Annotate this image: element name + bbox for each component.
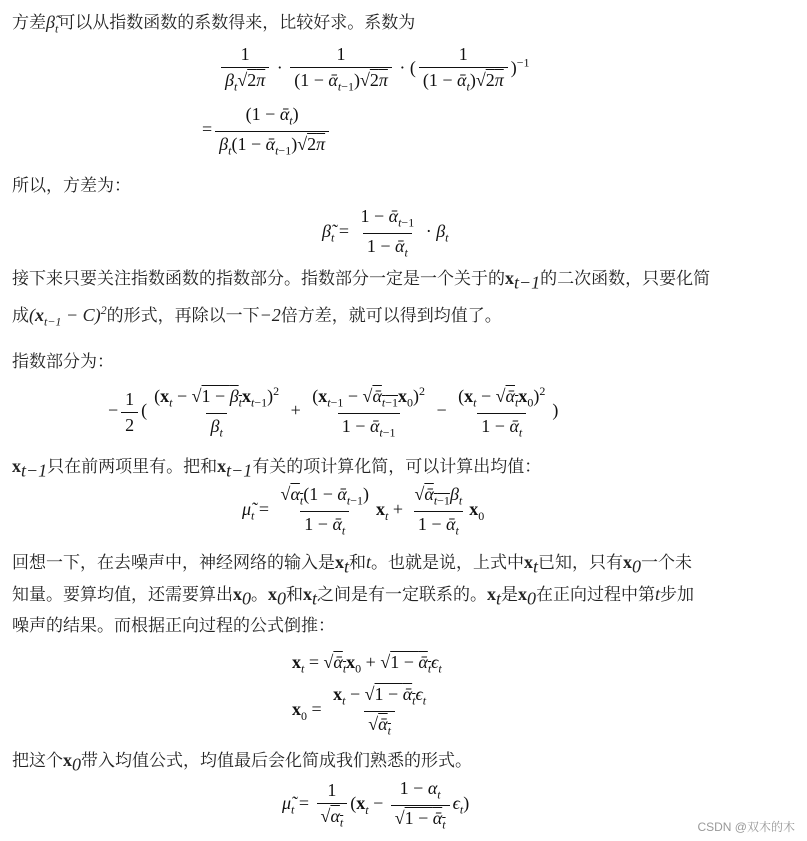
equation-x0: $x_0$ = $\frac{x_t - √1 - ᾱ_t\epsilon_t}{√ᾱ_t}$ [292,684,427,738]
equation-variance: $\betã_t$ = $\frac{1 - ᾱ_{t-1}}{1 - ᾱ_t}$ · $\beta_t$ [322,206,449,260]
para-8: 知量。要算均值，还需要算出$x_0$。$x_0$和$x_t$之间是有一定联系的。$x_t$是$x_0$在正向过程中第t步加 [12,584,695,609]
equation-exponent: − $\frac{1}{2}$ ( $\frac{(x_t - √1 - \beta_tx_{t-1})^2}{\beta_t}$ + $\frac{(x_{t-1} - √ᾱ_{t-1}x_0)^2}{1 - ᾱ_{t-1}}$ − $\frac{(x_t - √ᾱ_tx_0)^2}{1 - ᾱ_t}$ ) [108,384,559,440]
equation-xt: $x_t$ = $√ᾱ_tx_0 + √1$ − $ᾱ_t\epsilon_t$ [292,652,442,676]
para-7: 回想一下，在去噪声中，神经网络的输入是$x_t$和t。也就是说，上式中$x_t$已知，只有$x_0$一个未 [12,552,693,577]
para-1: 方差$\betã_t$可以从指数函数的系数得来，比较好求。系数为 [12,12,416,36]
para-3: 接下来只要关注指数函数的指数部分。指数部分一定是一个关于的$x_{t-1}$的二次函数，只要化简 [12,268,711,293]
equation-coefficient-line1: $\frac{1}{\beta_t√2\pi}$ · $\frac{1}{(1 - ᾱ_{t-1})√2\pi}$ · ( $\frac{1}{(1 - ᾱ_t)√2\pi}$ )$^{-1}$ [218,44,530,95]
para-10: 把这个$x_0$带入均值公式，均值最后会化简成我们熟悉的形式。 [12,750,472,775]
equation-coefficient-line2: = $\frac{(1 - ᾱ_t)}{\beta_t(1 - ᾱ_{t-1})√2\pi}$ [202,104,332,158]
para-9: 噪声的结果。而根据正向过程的公式倒推： [12,616,335,636]
math-beta-tilde: $\betã_t$ [46,12,59,36]
equation-mean: $\mũ_t$ = $\frac{√\alpha_t(1 - ᾱ_{t-1})}{1 - ᾱ_t}$ $x_t$ + $\frac{√ᾱ_{t-1}\beta_t}{1 - ᾱ_t}$ $x_0$ [242,484,485,538]
para-6: $x_{t-1}$只在前两项里有。把和$x_{t-1}$有关的项计算化简，可以计算出均值： [12,456,542,481]
watermark: CSDN @双木的木 [697,820,795,834]
para-4: 成$(x_{t-1} - C)^2$的形式，再除以一下−2倍方差，就可以得到均值了。 [12,303,502,329]
para-5: 指数部分为： [12,352,114,372]
para-2: 所以，方差为： [12,176,131,196]
equation-final-mean: $\mũ_t$ = $\frac{1}{√\alpha_t}$ ($x_t$ − $\frac{1 - \alpha_t}{√1 - ᾱ_t}$ $\epsilon_t$) [282,778,470,832]
